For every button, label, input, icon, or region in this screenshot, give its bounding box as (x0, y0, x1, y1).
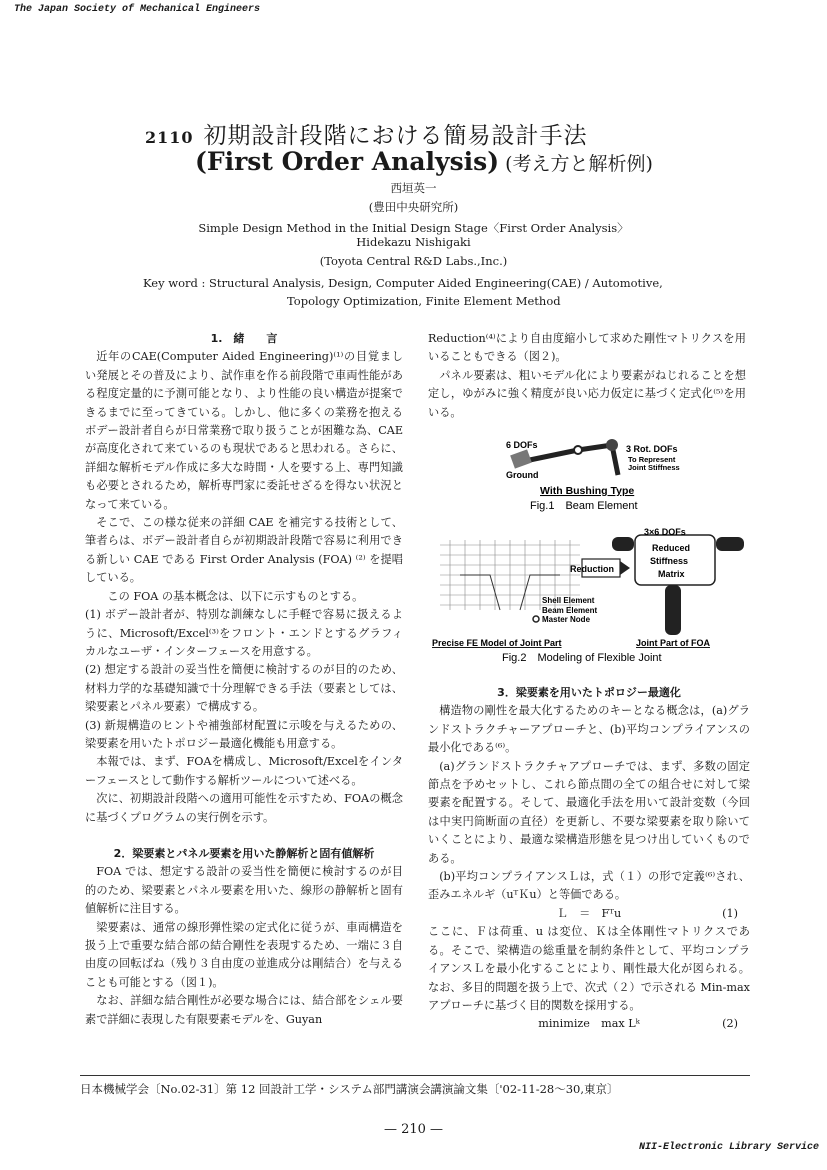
paragraph: そこで、この様な従来の詳細 CAE を補完する技術として、筆者らは、ボデー設計者自らが初期設計段階で容易に利用できる新しい CAE である First Order Analysis (FOA) ⁽²⁾ を提唱している。 (85, 516, 403, 585)
author-affil-en: (Toyota Central R&D Labs.,Inc.) (319, 254, 508, 268)
paragraph: 近年のCAE(Computer Aided Engineering)⁽¹⁾の目覚ましい発展とその普及により、試作車を作る前段階で車両性能がある程度定量的に予測可能となり、より性能の良い構造が提案できるまでに至ってきている。しかし、他に多くの業務を抱えるボデー設計者自らが日常業務で取り扱うことが困難な為、CAEが高度化されて来ているのも現状であると思われる。さらに、詳細な解析モデル作成に多大な時間・人を要する上、専門知識も必要とされるため，解析専門家に委託せざるを得ない状況となって来ている。 (85, 350, 403, 511)
fig1-node (574, 446, 582, 454)
keywords-line2: Topology Optimization, Finite Element Method (287, 294, 561, 308)
fig2-dofs-label: 3×6 DOFs (644, 527, 686, 537)
footer-conference: 日本機械学会〔No.02-31〕第 12 回設計工学・システム部門講演会講演論文集〔'02-11-28〜30,東京〕 (80, 1082, 619, 1096)
equation-2 (428, 1015, 750, 1033)
fig2-caption: Fig.2 Modeling of Flexible Joint (502, 652, 662, 664)
paragraph: ここに、Ｆは荷重、u は変位、Ｋは全体剛性マトリクスである。そこで、梁構造の総重量を制約条件として、平均コンプライアンスＬを最小化することにより、剛性最大化が図られる。なお、多目的問題を扱う上で、次式（２）で示される Min-max アプローチに基づく目的関数を採用する。 (428, 925, 750, 1012)
fig1-ground-label: Ground (506, 470, 539, 480)
title-ja-text: 初期設計段階における簡易設計手法 (203, 123, 588, 149)
fig2-matrix-label2: Stiffness (650, 556, 689, 566)
paragraph: この FOA の基本概念は、以下に示すものとする。 (107, 589, 364, 603)
fig1-rep1-label: To Represent (628, 455, 676, 464)
left-column (85, 330, 403, 1029)
fig2-legend-shell: Shell Element (542, 596, 595, 605)
right-column-top (428, 330, 746, 422)
equation-2-body: minimize max Lᵏ (538, 1017, 640, 1031)
paper-title-ja (145, 117, 588, 150)
paragraph: パネル要素は、粗いモデル化により要素がねじれることを想定し，ゆがみに強く精度が良い応力仮定に基づく定式化⁽⁵⁾を用いる。 (428, 368, 746, 419)
paragraph: 次に、初期設計段階への適用可能性を示すため、FOAの概念に基づくプログラムの実行例を示す。 (85, 792, 403, 824)
fig2-left-label: Precise FE Model of Joint Part (432, 638, 562, 648)
fig1-bushing (606, 439, 618, 451)
list-item: (1) ボデー設計者が、特別な訓練なしに手軽で容易に扱えるように、Microsoft/Excel⁽³⁾をフロント・エンドとするグラフィカルなユーザ・インターフェースを用意する。 (85, 608, 403, 658)
fig2-beam-stub-right (716, 537, 744, 551)
paper-title-en (195, 147, 653, 176)
paragraph: FOA では、想定する設計の妥当性を簡便に検討するのが目的のため、梁要素とパネル要素を用いた、線形の静解析と固有値解析に注目する。 (85, 865, 403, 916)
fig1-rep2-label: Joint Stiffness (628, 463, 680, 472)
fig2-matrix-label3: Matrix (658, 569, 685, 579)
fig1-dof6-label: 6 DOFs (506, 440, 538, 450)
fig2-right-label: Joint Part of FOA (636, 638, 710, 648)
keywords-line1: Key word : Structural Analysis, Design, Computer Aided Engineering(CAE) / Automotive, (143, 276, 663, 290)
footer-rule (80, 1075, 750, 1076)
equation-1 (428, 905, 750, 923)
paragraph: Reduction⁽⁴⁾により自由度縮小して求めた剛性マトリクスを用いることもできる（図２)。 (428, 332, 746, 364)
equation-2-number: (2) (722, 1017, 738, 1031)
footer-nii: NII-Electronic Library Service (638, 1142, 819, 1153)
fig2-beam-stub-bottom (665, 585, 681, 635)
fig1-ground (510, 449, 532, 468)
paragraph: (a)グランドストラクチャアプローチでは、まず、多数の固定節点を予めセットし、これら節点間の全ての組合せに対して梁要素を配置する。そして、最適化手法を用いて設計変数（今回は中実円筒断面の直径）を更新し、不要な梁要素を取り除いていくことにより、最適な梁構造形態を見つけ出していくものである。 (428, 759, 750, 865)
list-item: (3) 新規構造のヒントや補強部材配置に示唆を与えるための、梁要素を用いたトポロジー最適化機能も用意する。 (85, 718, 403, 750)
fig2-arrow-head (620, 561, 630, 575)
fig2-flexible-joint (430, 525, 755, 665)
title-ja-sub: (考え方と解析例) (505, 153, 653, 175)
section-2-heading: 2．梁要素とパネル要素を用いた静解析と固有値解析 (113, 846, 375, 860)
title-en-text: (First Order Analysis) (195, 147, 500, 176)
author-name-ja: 西垣英一 (390, 181, 437, 195)
fig2-legend-node: Master Node (542, 615, 591, 624)
equation-1-body: Ｌ ＝ Fᵀu (556, 906, 622, 920)
section-3-heading: 3．梁要素を用いたトポロジー最適化 (497, 686, 681, 699)
page-number: — 210 — (383, 1122, 444, 1137)
fig1-caption: Fig.1 Beam Element (530, 500, 638, 512)
paragraph: 梁要素は、通常の線形弾性梁の定式化に従うが、車両構造を扱う上で重要な結合部の結合剛性を表現するため、一端に３自由度の回転ばね（残り３自由度の並進成分は剛結合）を与えることも可能とする（図１)。 (85, 920, 403, 989)
paper-title-en-full: Simple Design Method in the Initial Design Stage〈First Order Analysis〉 (198, 221, 629, 235)
fig2-matrix-label1: Reduced (652, 543, 691, 553)
fig1-type-label: With Bushing Type (540, 485, 635, 497)
author-affil-ja: (豊田中央研究所) (368, 200, 459, 214)
paper-number: 2110 (145, 128, 194, 147)
fig2-beam-stub-left (612, 537, 634, 551)
author-name-en: Hidekazu Nishigaki (356, 235, 471, 249)
paragraph: 本報では、まず、FOAを構成し、Microsoft/Excelをインターフェースとして動作する解析ツールについて述べる。 (85, 755, 403, 787)
paragraph: 構造物の剛性を最大化するためのキーとなる概念は，(a)グランドストラクチャーアプローチと、(b)平均コンプライアンスの最小化である⁽⁶⁾。 (428, 704, 750, 755)
equation-1-number: (1) (722, 906, 738, 920)
fig2-legend-beam: Beam Element (542, 606, 598, 615)
fig1-beam-element (500, 430, 720, 515)
paragraph: なお、詳細な結合剛性が必要な場合には、結合部をシェル要素で詳細に表現した有限要素モデルを、Guyan (85, 994, 403, 1026)
right-column-bottom (428, 684, 750, 1034)
fig2-arrow-label: Reduction (570, 564, 614, 574)
master-node-icon (533, 616, 539, 622)
fig1-rot-label: 3 Rot. DOFs (626, 444, 678, 454)
header-society: The Japan Society of Mechanical Engineers (14, 4, 261, 15)
list-item: (2) 想定する設計の妥当性を簡便に検討するのが目的のため、材料力学的な基礎知識で十分理解できる手法（要素としては、梁要素とパネル要素）で構成する。 (85, 663, 403, 714)
paragraph: (b)平均コンプライアンスＬは，式（１）の形で定義⁽⁶⁾され、歪みエネルギ（uᵀＫu）と等価である。 (428, 870, 750, 902)
section-1-heading: 1. 緒 言 (210, 332, 278, 345)
